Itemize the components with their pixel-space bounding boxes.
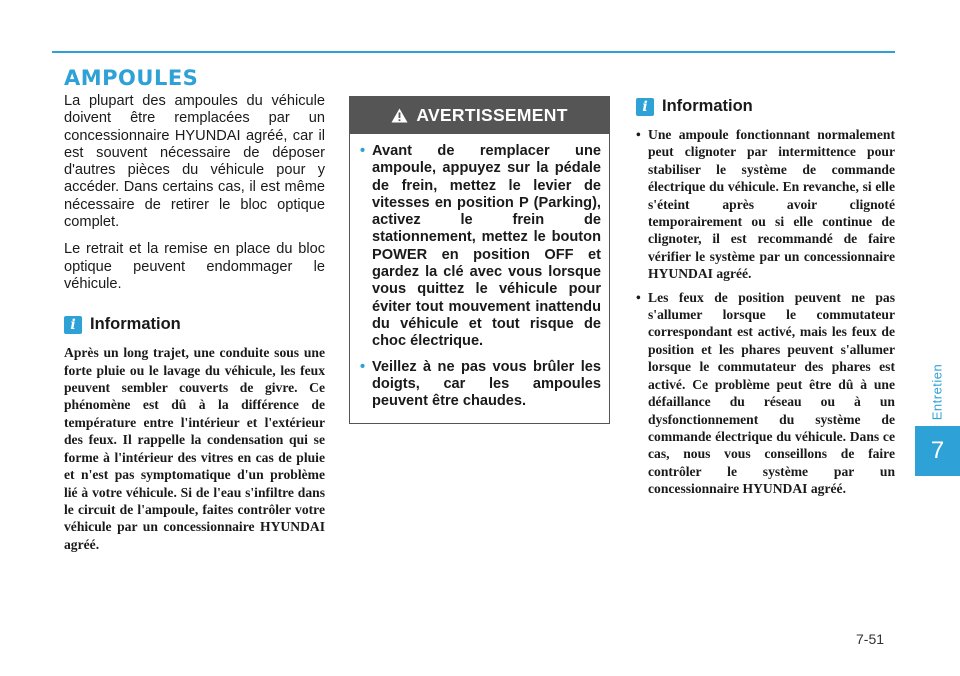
info-icon: i: [64, 316, 82, 334]
info-right-title: Information: [662, 97, 753, 115]
top-rule: [52, 51, 895, 53]
info-icon: i: [636, 98, 654, 116]
intro-paragraph-2: Le retrait et la remise en place du bloc optique peuvent endommager le véhicule.: [64, 241, 325, 292]
right-column: [636, 97, 895, 504]
bullet-icon: •: [636, 289, 641, 305]
warning-header: [350, 97, 609, 134]
bullet-icon: •: [636, 127, 641, 142]
info-left-text: Après un long trajet, une conduite sous une forte pluie ou le lavage du véhicule, les feux peuvent sembler couverts de givre. Ce phénomène est dû à la différence de température entre l'intérieur et l'extérieur des feux. Il rappelle la condensation qui se forme à l'intérieur des vitres en cas de pluie et n'est pas symptomatique d'un problème lié à votre véhicule. Si de l'eau s'infiltre dans le circuit de l'ampoule, faites contrôler votre véhicule par un concessionnaire HYUNDAI agréé.: [64, 345, 325, 552]
section-title: AMPOULES: [64, 66, 199, 90]
info-right-header: [636, 97, 895, 116]
chapter-tab[interactable]: 7: [915, 426, 960, 476]
page-number: 7-51: [856, 631, 885, 647]
bullet-icon: •: [360, 358, 366, 375]
info-item: • Une ampoule fonctionnant normalement peut clignoter par intermittence pour stabiliser le système de commande électrique du véhicule. En revanche, si elle s'éteint après avoir clignoté temporairement ou si elle continue de clignoter, il est recommandé de faire vérifier le système par un concessionnaire HYUNDAI agréé.: [636, 127, 895, 282]
info-right-list: [636, 126, 895, 498]
bullet-icon: •: [360, 143, 366, 159]
left-column: [64, 93, 325, 553]
info-left-title: Information: [90, 315, 181, 334]
info-left-header: [64, 315, 325, 334]
warning-triangle-icon: [391, 108, 408, 123]
intro-paragraph-1: La plupart des ampoules du véhicule doivent être remplacées par un concessionnaire HYUNDAI agréé, car il est souvent nécessaire de déposer d'autres pièces du véhicule pour y accéder. Dans certains cas, il est même nécessaire de retirer le bloc optique complet.: [64, 93, 325, 231]
warning-item: • Veillez à ne pas vous brûler les doigts, car les ampoules peuvent être chaudes.: [360, 358, 601, 410]
chapter-label: Entretien: [929, 363, 945, 421]
warning-title: AVERTISSEMENT: [416, 105, 568, 125]
info-item: • Les feux de position peuvent ne pas s'allumer lorsque le commutateur correspondant est activé, mais les feux de position et les phares peuvent s'allumer lorsque le commutateur des phares est activé. Ce problème peut être dû à une défaillance du réseau ou à un dysfonctionnement du système de commande électrique du véhicule. Dans ce cas, nous vous conseillons de faire contrôler le système par un concessionnaire HYUNDAI agréé.: [636, 289, 895, 497]
warning-box: [349, 96, 610, 424]
warning-item: • Avant de remplacer une ampoule, appuyez sur la pédale de frein, mettez le levier de vitesses en position P (Parking), activez le frein de stationnement, mettez le bouton POWER en position OFF et gardez la clé avec vous lorsque vous quittez le véhicule pour éviter tout mouvement inattendu du véhicule et tout risque de choc électrique.: [360, 143, 601, 350]
warning-list: [350, 134, 609, 410]
